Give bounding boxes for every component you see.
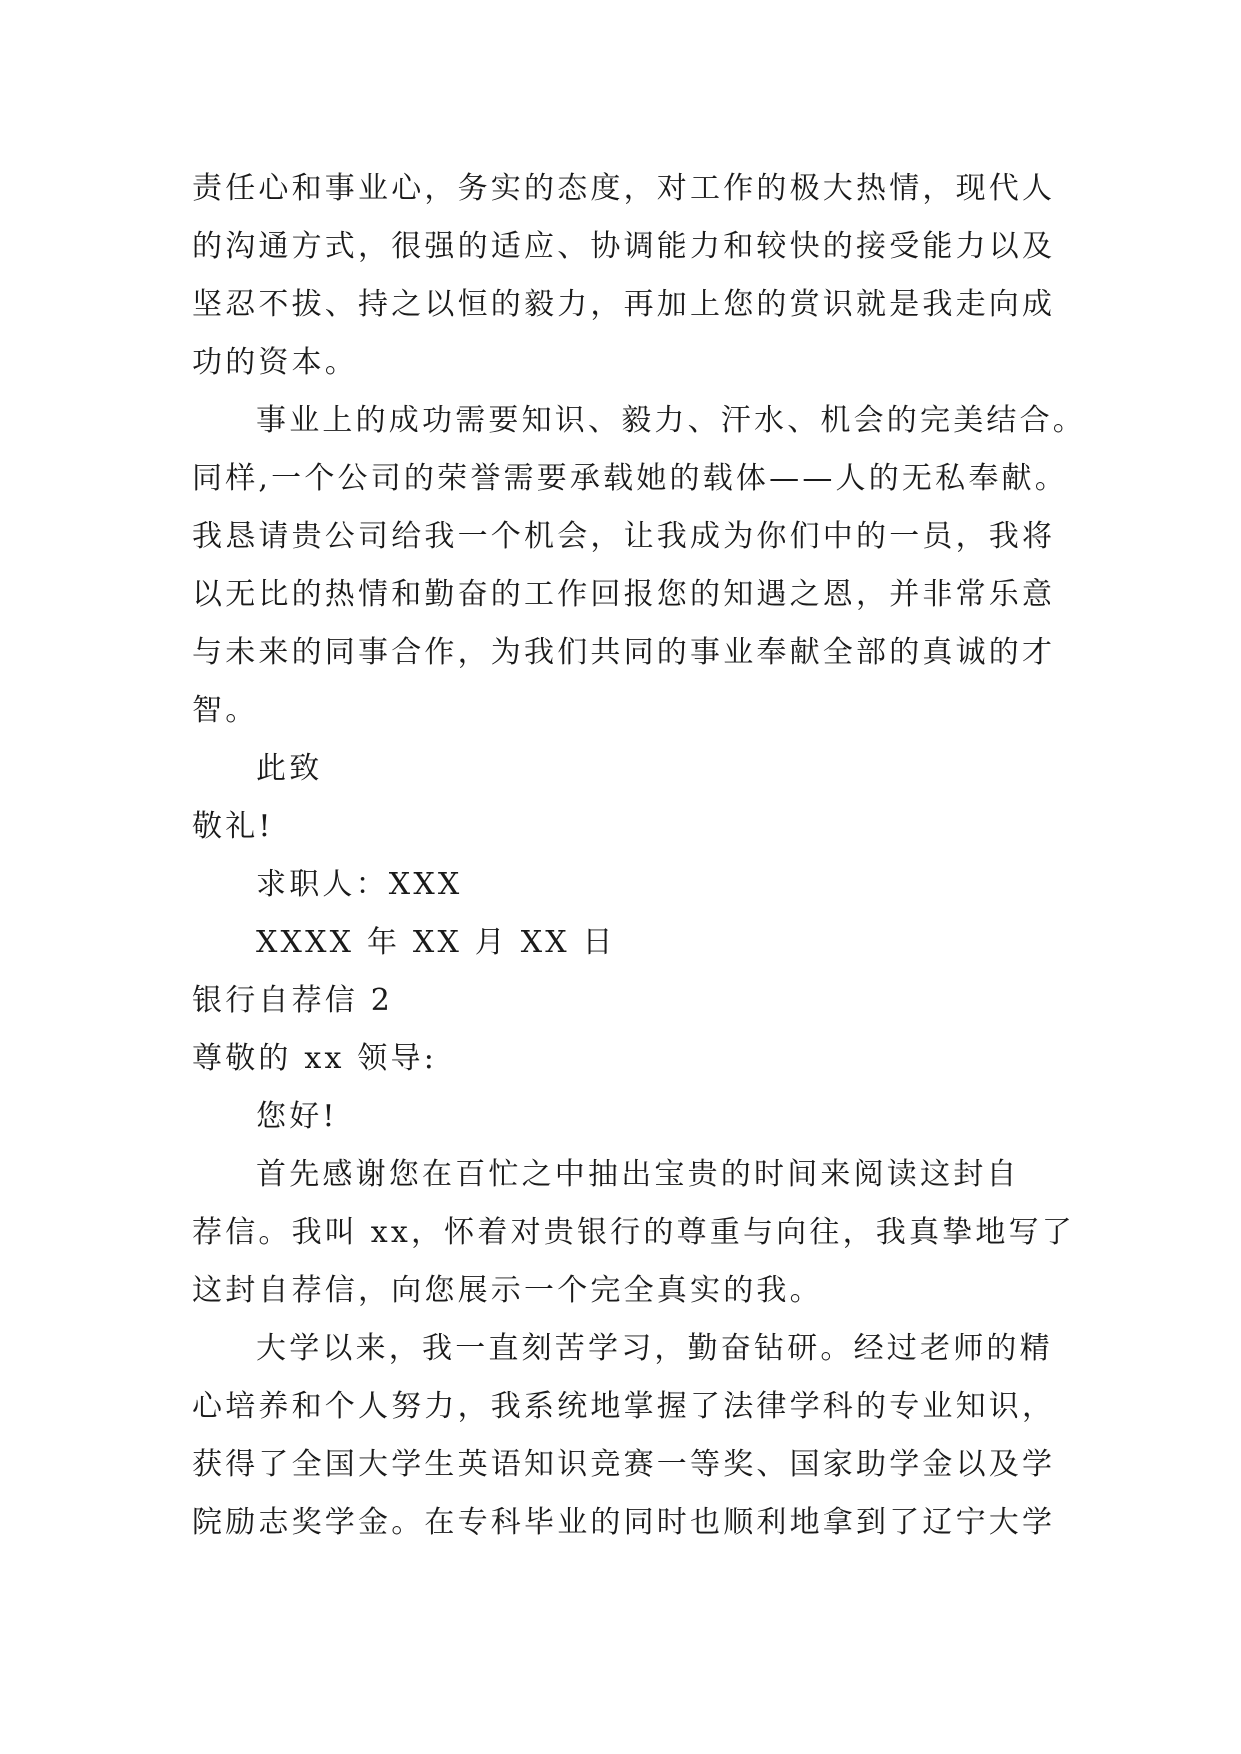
paragraph-line: 心培养和个人努力，我系统地掌握了法律学科的专业知识， — [192, 1389, 1056, 1424]
paragraph-line: 荐信。我叫 xx，怀着对贵银行的尊重与向往，我真挚地写了 — [192, 1215, 1075, 1250]
paragraph-line: 功的资本。 — [192, 345, 358, 380]
applicant-signature: 求职人：XXX — [256, 867, 463, 902]
paragraph-line: 事业上的成功需要知识、毅力、汗水、机会的完美结合。 — [256, 403, 1086, 438]
paragraph-line: 同样,一个公司的荣誉需要承载她的载体——人的无私奉献。 — [192, 461, 1068, 496]
closing-regards: 敬礼! — [192, 809, 274, 844]
paragraph-line: 院励志奖学金。在专科毕业的同时也顺利地拿到了辽宁大学 — [192, 1505, 1056, 1540]
paragraph-line: 这封自荐信，向您展示一个完全真实的我。 — [192, 1273, 823, 1308]
paragraph-line: 与未来的同事合作，为我们共同的事业奉献全部的真诚的才 — [192, 635, 1056, 670]
paragraph-line: 坚忍不拔、持之以恒的毅力，再加上您的赏识就是我走向成 — [192, 287, 1056, 322]
paragraph-line: 的沟通方式，很强的适应、协调能力和较快的接受能力以及 — [192, 229, 1056, 264]
paragraph-line: 获得了全国大学生英语知识竞赛一等奖、国家助学金以及学 — [192, 1447, 1056, 1482]
paragraph-line: 智。 — [192, 693, 259, 728]
document-body — [192, 160, 1086, 1552]
letter-greeting: 尊敬的 xx 领导: — [192, 1041, 438, 1076]
letter-date: XXXX 年 XX 月 XX 日 — [256, 925, 616, 960]
paragraph-line: 大学以来，我一直刻苦学习，勤奋钻研。经过老师的精 — [256, 1331, 1053, 1366]
letter-hello: 您好! — [256, 1099, 338, 1134]
closing-salutation: 此致 — [256, 751, 323, 786]
section-title: 银行自荐信 2 — [192, 983, 394, 1018]
paragraph-line: 以无比的热情和勤奋的工作回报您的知遇之恩，并非常乐意 — [192, 577, 1056, 612]
paragraph-line: 责任心和事业心，务实的态度，对工作的极大热情，现代人 — [192, 171, 1056, 206]
paragraph-line: 首先感谢您在百忙之中抽出宝贵的时间来阅读这封自 — [256, 1157, 1020, 1192]
paragraph-line: 我恳请贵公司给我一个机会，让我成为你们中的一员，我将 — [192, 519, 1056, 554]
